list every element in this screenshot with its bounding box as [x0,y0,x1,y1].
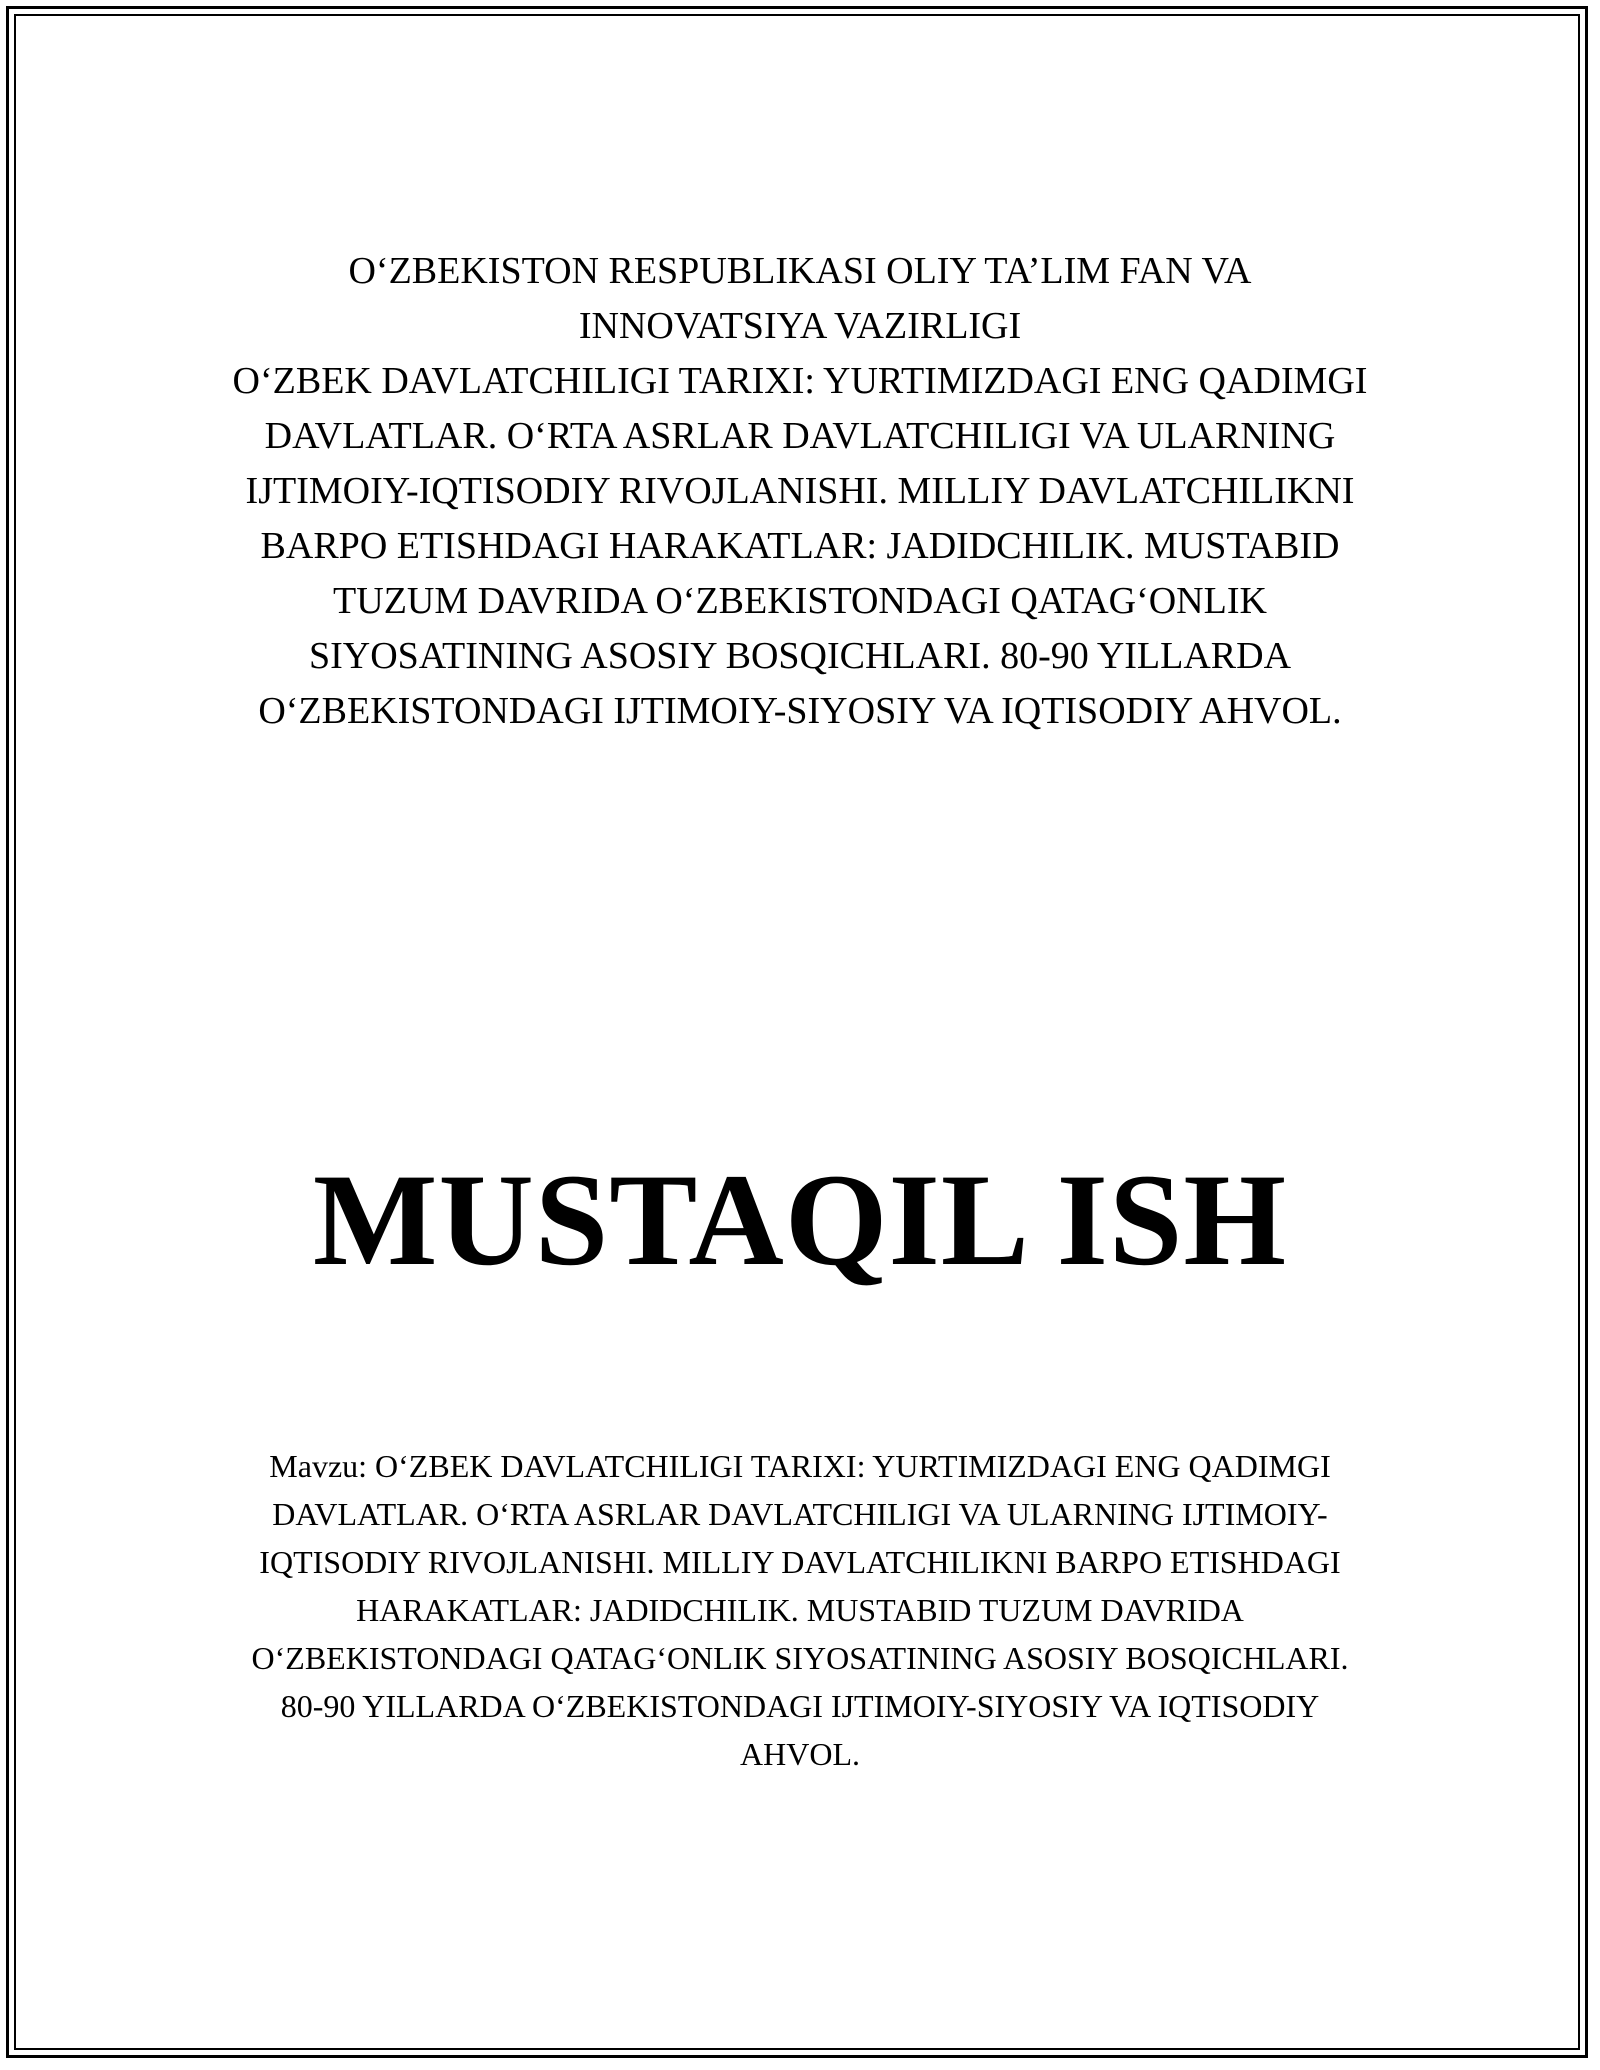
ministry-name: O‘ZBEKISTON RESPUBLIKASI OLIY TA’LIM FAN VA INNOVATSIYA VAZIRLIGI [348,250,1252,347]
topic-text: Mavzu: O‘ZBEK DAVLATCHILIGI TARIXI: YURTIMIZDAGI ENG QADIMGI DAVLATLAR. O‘RTA ASRLAR DAVLATCHILIGI VA ULARNING IJTIMOIY-IQTISODIY RIVOJLANISHI. MILLIY DAVLATCHILIKNI BARPO ETISHDAGI HARAKATLAR: JADIDCHILIK. MUSTABID TUZUM DAVRIDA O‘ZBEKISTONDAGI QATAG‘ONLIK SIYOSATINING ASOSIY BOSQICHLARI. 80-90 YILLARDA O‘ZBEKISTONDAGI IJTIMOIY-SIYOSIY VA IQTISODIY AHVOL. [251,1448,1349,1772]
document-title: MUSTAQIL ISH [312,1146,1288,1293]
header-block [230,244,1370,739]
header-topic: O‘ZBEK DAVLATCHILIGI TARIXI: YURTIMIZDAGI ENG QADIMGI DAVLATLAR. O‘RTA ASRLAR DAVLATCHILIGI VA ULARNING IJTIMOIY-IQTISODIY RIVOJLANISHI. MILLIY DAVLATCHILIKNI BARPO ETISHDAGI HARAKATLAR: JADIDCHILIK. MUSTABID TUZUM DAVRIDA O‘ZBEKISTONDAGI QATAG‘ONLIK SIYOSATINING ASOSIY BOSQICHLARI. 80-90 YILLARDA O‘ZBEKISTONDAGI IJTIMOIY-SIYOSIY VA IQTISODIY AHVOL. [232,360,1368,732]
